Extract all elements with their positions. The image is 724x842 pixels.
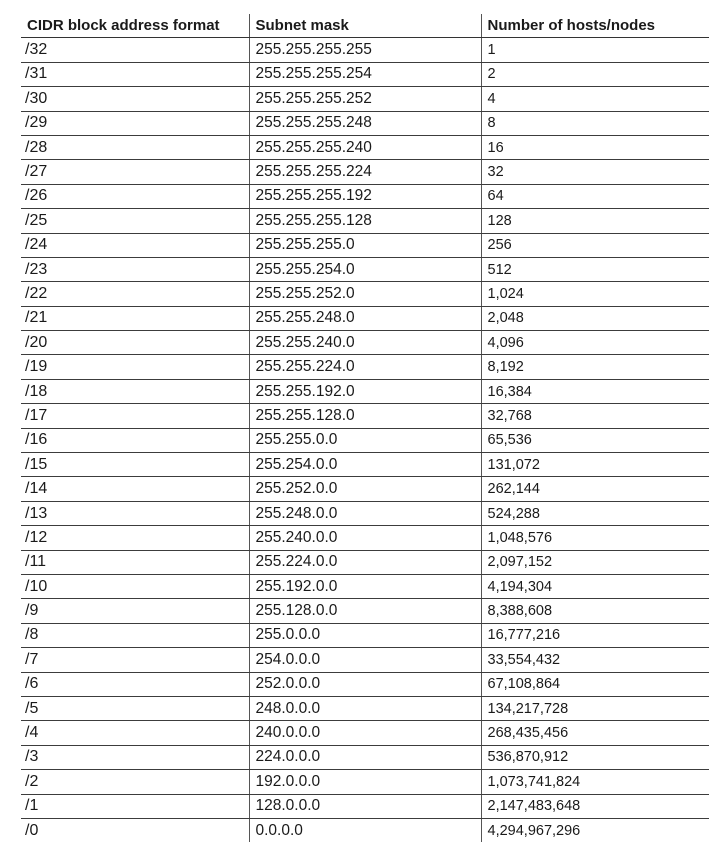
cidr-prefix-cell: /18	[21, 379, 249, 403]
table-row	[21, 526, 709, 550]
cidr-prefix-cell: /17	[21, 404, 249, 428]
header-subnet-mask: Subnet mask	[249, 14, 481, 38]
table-row	[21, 282, 709, 306]
table-row	[21, 599, 709, 623]
cidr-prefix-cell: /32	[21, 38, 249, 62]
header-row	[21, 14, 709, 38]
host-count-cell: 268,435,456	[481, 721, 709, 745]
cidr-prefix-cell: /27	[21, 160, 249, 184]
table-row	[21, 331, 709, 355]
subnet-mask-cell: 255.255.0.0	[249, 428, 481, 452]
subnet-mask-cell: 255.255.248.0	[249, 306, 481, 330]
subnet-mask-cell: 255.255.255.254	[249, 62, 481, 86]
subnet-mask-cell: 255.255.255.248	[249, 111, 481, 135]
table-row	[21, 453, 709, 477]
subnet-mask-cell: 0.0.0.0	[249, 818, 481, 842]
table-row	[21, 648, 709, 672]
table-row	[21, 428, 709, 452]
host-count-cell: 4	[481, 87, 709, 111]
host-count-cell: 2,147,483,648	[481, 794, 709, 818]
cidr-prefix-cell: /7	[21, 648, 249, 672]
cidr-prefix-cell: /9	[21, 599, 249, 623]
table-row	[21, 623, 709, 647]
subnet-mask-cell: 255.255.128.0	[249, 404, 481, 428]
cidr-prefix-cell: /1	[21, 794, 249, 818]
host-count-cell: 262,144	[481, 477, 709, 501]
table-body	[21, 38, 709, 842]
header-cidr-format: CIDR block address format	[21, 14, 249, 38]
host-count-cell: 134,217,728	[481, 696, 709, 720]
cidr-prefix-cell: /11	[21, 550, 249, 574]
table-row	[21, 209, 709, 233]
subnet-mask-cell: 252.0.0.0	[249, 672, 481, 696]
host-count-cell: 1,024	[481, 282, 709, 306]
cidr-prefix-cell: /29	[21, 111, 249, 135]
table-row	[21, 550, 709, 574]
host-count-cell: 32	[481, 160, 709, 184]
host-count-cell: 8	[481, 111, 709, 135]
subnet-mask-cell: 255.255.255.192	[249, 184, 481, 208]
host-count-cell: 65,536	[481, 428, 709, 452]
cidr-prefix-cell: /2	[21, 770, 249, 794]
cidr-prefix-cell: /0	[25, 821, 39, 839]
table-row	[21, 62, 709, 86]
subnet-mask-cell: 128.0.0.0	[249, 794, 481, 818]
subnet-mask-cell: 248.0.0.0	[249, 696, 481, 720]
table-row	[21, 379, 709, 403]
cidr-prefix-cell: /20	[21, 331, 249, 355]
host-count-cell: 2,097,152	[481, 550, 709, 574]
cidr-prefix-cell: /21	[21, 306, 249, 330]
cidr-prefix-cell: /4	[21, 721, 249, 745]
subnet-mask-cell: 255.255.255.240	[249, 135, 481, 159]
subnet-mask-cell: 255.0.0.0	[249, 623, 481, 647]
table-row	[21, 135, 709, 159]
table-row	[21, 306, 709, 330]
table-row	[21, 355, 709, 379]
subnet-mask-cell: 255.224.0.0	[249, 550, 481, 574]
header-host-count: Number of hosts/nodes	[481, 14, 709, 38]
host-count-cell: 4,294,967,296	[481, 818, 709, 842]
host-count-cell: 128	[481, 209, 709, 233]
host-count-cell: 1,073,741,824	[481, 770, 709, 794]
table-row	[21, 672, 709, 696]
host-count-cell: 2,048	[481, 306, 709, 330]
cidr-prefix-cell: /5	[21, 696, 249, 720]
subnet-mask-cell: 255.255.255.252	[249, 87, 481, 111]
table-row	[21, 477, 709, 501]
subnet-mask-cell: 255.192.0.0	[249, 574, 481, 598]
table-row	[21, 501, 709, 525]
host-count-cell: 33,554,432	[481, 648, 709, 672]
cidr-prefix-cell: /8	[21, 623, 249, 647]
cidr-prefix-cell: /30	[21, 87, 249, 111]
cidr-table-container	[21, 14, 709, 842]
table-row	[21, 111, 709, 135]
subnet-mask-cell: 255.254.0.0	[249, 453, 481, 477]
host-count-cell: 256	[481, 233, 709, 257]
host-count-cell: 8,388,608	[481, 599, 709, 623]
table-row	[21, 818, 709, 842]
host-count-cell: 4,194,304	[481, 574, 709, 598]
cidr-prefix-cell: /16	[21, 428, 249, 452]
host-count-cell: 512	[481, 257, 709, 281]
cidr-prefix-cell: /10	[21, 574, 249, 598]
subnet-mask-cell: 254.0.0.0	[249, 648, 481, 672]
table-row	[21, 696, 709, 720]
subnet-mask-cell: 255.255.255.128	[249, 209, 481, 233]
host-count-cell: 131,072	[481, 453, 709, 477]
host-count-cell: 67,108,864	[481, 672, 709, 696]
table-row	[21, 160, 709, 184]
cidr-prefix-cell: /14	[21, 477, 249, 501]
cidr-prefix-cell: /6	[21, 672, 249, 696]
table-row	[21, 574, 709, 598]
subnet-mask-cell: 224.0.0.0	[249, 745, 481, 769]
cidr-prefix-cell: /15	[21, 453, 249, 477]
host-count-cell: 1	[481, 38, 709, 62]
table-row	[21, 404, 709, 428]
cidr-prefix-cell: /25	[21, 209, 249, 233]
table-row	[21, 770, 709, 794]
cidr-prefix-cell: /26	[21, 184, 249, 208]
host-count-cell: 64	[481, 184, 709, 208]
host-count-cell: 4,096	[481, 331, 709, 355]
host-count-cell: 16	[481, 135, 709, 159]
subnet-mask-cell: 255.128.0.0	[249, 599, 481, 623]
cidr-prefix-cell: /28	[21, 135, 249, 159]
table-row	[21, 184, 709, 208]
table-row	[21, 257, 709, 281]
cidr-prefix-cell: /3	[21, 745, 249, 769]
host-count-cell: 2	[481, 62, 709, 86]
subnet-mask-cell: 255.255.255.0	[249, 233, 481, 257]
host-count-cell: 16,384	[481, 379, 709, 403]
table-row	[21, 233, 709, 257]
cidr-prefix-cell: /23	[21, 257, 249, 281]
subnet-mask-cell: 240.0.0.0	[249, 721, 481, 745]
table-row	[21, 38, 709, 62]
cidr-prefix-cell: /22	[21, 282, 249, 306]
subnet-mask-cell: 255.255.255.255	[249, 38, 481, 62]
cidr-prefix-cell: /19	[21, 355, 249, 379]
table-row	[21, 87, 709, 111]
subnet-mask-cell: 255.255.240.0	[249, 331, 481, 355]
cidr-subnet-table	[21, 14, 709, 842]
table-header	[21, 14, 709, 38]
table-row	[21, 721, 709, 745]
host-count-cell: 536,870,912	[481, 745, 709, 769]
host-count-cell: 16,777,216	[481, 623, 709, 647]
subnet-mask-cell: 255.248.0.0	[249, 501, 481, 525]
table-row	[21, 794, 709, 818]
subnet-mask-cell: 255.252.0.0	[249, 477, 481, 501]
host-count-cell: 524,288	[481, 501, 709, 525]
subnet-mask-cell: 255.255.192.0	[249, 379, 481, 403]
subnet-mask-cell: 255.255.224.0	[249, 355, 481, 379]
cidr-prefix-cell: /13	[21, 501, 249, 525]
cidr-prefix-cell: /31	[21, 62, 249, 86]
host-count-cell: 32,768	[481, 404, 709, 428]
subnet-mask-cell: 255.255.254.0	[249, 257, 481, 281]
subnet-mask-cell: 255.240.0.0	[249, 526, 481, 550]
subnet-mask-cell: 255.255.252.0	[249, 282, 481, 306]
subnet-mask-cell: 192.0.0.0	[249, 770, 481, 794]
host-count-cell: 1,048,576	[481, 526, 709, 550]
cidr-prefix-cell: /12	[21, 526, 249, 550]
cidr-prefix-cell: /24	[21, 233, 249, 257]
subnet-mask-cell: 255.255.255.224	[249, 160, 481, 184]
host-count-cell: 8,192	[481, 355, 709, 379]
table-row	[21, 745, 709, 769]
